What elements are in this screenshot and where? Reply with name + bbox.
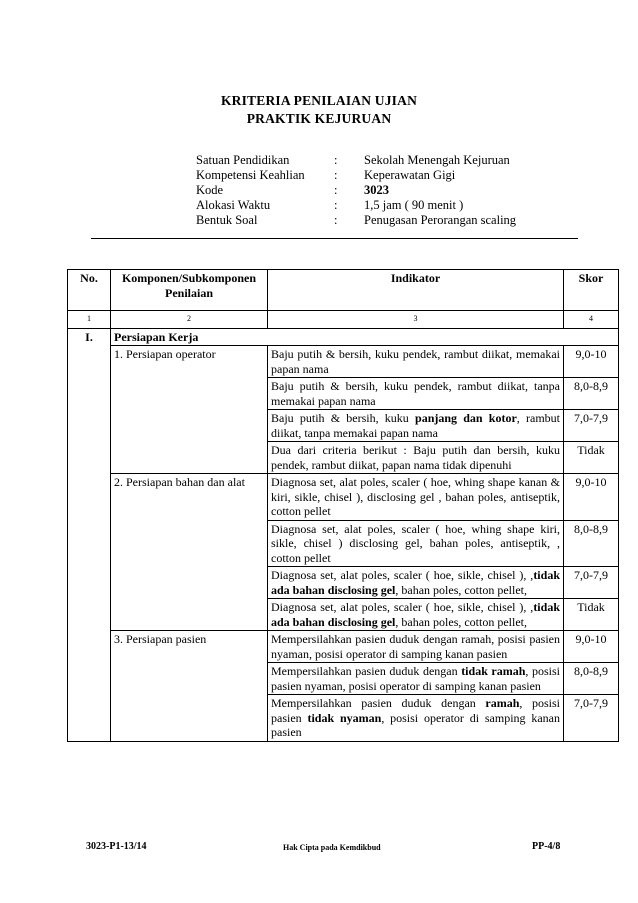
info-sep: : (334, 183, 338, 197)
info-key: Satuan Pendidikan (196, 153, 290, 167)
doc-title-line2: PRAKTIK KEJURUAN (246, 111, 392, 126)
indikator-emphasis: tidak ramah (461, 664, 526, 678)
indikator-text: , posisi operator di samping kanan pasien (271, 710, 561, 739)
skor-cell: 9,0-10 (564, 346, 619, 378)
indikator-text: , posisi pasien nyaman, posisi operator di samping kanan pasien (271, 664, 560, 693)
info-key: Kompetensi Keahlian (196, 168, 305, 182)
footer-copyright: Hak Cipta pada Kemdikbud (283, 843, 381, 852)
info-value: Keperawatan Gigi (364, 168, 456, 182)
criteria-table (67, 269, 619, 742)
info-value: 1,5 jam ( 90 menit ) (364, 198, 464, 212)
indikator-cell (268, 410, 564, 442)
indikator-cell (268, 520, 564, 567)
indikator-text: , bahan poles, cotton pellet, (395, 582, 528, 597)
skor-cell: 8,0-8,9 (564, 663, 619, 695)
skor-cell: Tidak (564, 442, 619, 474)
info-sep: : (334, 168, 338, 182)
colnum: 1 (68, 311, 111, 329)
section-label: Persiapan Kerja (111, 328, 619, 346)
info-sep: : (334, 198, 338, 212)
table-row (68, 631, 619, 663)
subkomponen-name: 3. Persiapan pasien (111, 631, 268, 742)
colnum: 2 (111, 311, 268, 329)
info-key: Kode (196, 183, 224, 197)
indikator-text: Mempersilahkan pasien duduk dengan (271, 664, 462, 678)
indikator-cell (268, 567, 564, 599)
section-number: I. (68, 328, 111, 741)
table-row (68, 346, 619, 378)
info-sep: : (334, 213, 338, 227)
section-row (68, 328, 619, 346)
divider (91, 238, 578, 239)
indikator-text: Diagnosa set, alat poles, scaler ( hoe, whing shape kiri, sikle, chisel ) disclosing gel, bahan poles, antiseptik, , cotton pellet (271, 521, 560, 565)
indikator-cell (268, 663, 564, 695)
doc-title-line1: KRITERIA PENILAIAN UJIAN (220, 93, 418, 108)
colnum: 4 (564, 311, 619, 329)
indikator-text: Baju putih & bersih, kuku (271, 411, 416, 425)
indikator-text: , bahan poles, cotton pellet, (395, 614, 528, 629)
indikator-emphasis: ramah (485, 696, 520, 710)
header-komponen: Komponen/Subkomponen Penilaian (111, 270, 268, 311)
header-indikator: Indikator (268, 270, 564, 311)
indikator-text: Diagnosa set, alat poles, scaler ( hoe, sikle, chisel ), , (271, 600, 534, 614)
indikator-emphasis: tidak nyaman (307, 710, 382, 725)
indikator-emphasis: panjang dan kotor (415, 411, 517, 425)
info-value: 3023 (364, 183, 389, 197)
indikator-cell (268, 442, 564, 474)
subkomponen-name: 2. Persiapan bahan dan alat (111, 474, 268, 631)
indikator-text: Baju putih & bersih, kuku pendek, rambut diikat, memakai papan nama (271, 347, 560, 376)
info-sep: : (334, 153, 338, 167)
indikator-text: , posisi pasien (271, 696, 561, 725)
skor-cell: 8,0-8,9 (564, 378, 619, 410)
info-block (196, 153, 516, 228)
indikator-text: Mempersilahkan pasien duduk dengan ramah, posisi pasien nyaman, posisi operator di samping kanan pasien (271, 632, 560, 661)
colnum: 3 (268, 311, 564, 329)
skor-cell: 7,0-7,9 (564, 410, 619, 442)
footer-page: PP-4/8 (532, 841, 561, 852)
indikator-text: Diagnosa set, alat poles, scaler ( hoe, sikle, chisel ), , (271, 568, 534, 582)
indikator-cell (268, 631, 564, 663)
info-key: Bentuk Soal (196, 213, 258, 227)
indikator-text: Baju putih & bersih, kuku pendek, rambut diikat, tanpa memakai papan nama (271, 379, 560, 408)
header-no: No. (68, 270, 111, 311)
skor-cell: 9,0-10 (564, 631, 619, 663)
criteria-body (68, 328, 619, 741)
indikator-text: Dua dari criteria berikut : Baju putih dan bersih, kuku pendek, rambut diikat, papan nama tidak dipenuhi (271, 443, 560, 472)
indikator-cell (268, 695, 564, 742)
info-value: Sekolah Menengah Kejuruan (364, 153, 510, 167)
indikator-cell (268, 378, 564, 410)
skor-cell: 8,0-8,9 (564, 520, 619, 567)
footer-code: 3023-P1-13/14 (86, 841, 147, 852)
table-row (68, 474, 619, 521)
skor-cell: 9,0-10 (564, 474, 619, 521)
skor-cell: Tidak (564, 599, 619, 631)
indikator-cell (268, 599, 564, 631)
info-key: Alokasi Waktu (196, 198, 271, 212)
info-value: Penugasan Perorangan scaling (364, 213, 517, 227)
indikator-cell (268, 474, 564, 521)
skor-cell: 7,0-7,9 (564, 695, 619, 742)
indikator-text: Diagnosa set, alat poles, scaler ( hoe, whing shape kanan & kiri, sikle, chisel ), disclosing gel , bahan poles, antiseptik, cotton pellet (271, 475, 560, 518)
subkomponen-name: 1. Persiapan operator (111, 346, 268, 474)
indikator-text: Mempersilahkan pasien duduk dengan (271, 696, 486, 710)
indikator-emphasis: tidak ada bahan disclosing gel (271, 600, 560, 629)
indikator-emphasis: tidak ada bahan disclosing gel (271, 568, 560, 597)
skor-cell: 7,0-7,9 (564, 567, 619, 599)
indikator-cell (268, 346, 564, 378)
indikator-text: , rambut diikat, tanpa memakai papan nama (271, 411, 560, 440)
header-skor: Skor (564, 270, 619, 311)
